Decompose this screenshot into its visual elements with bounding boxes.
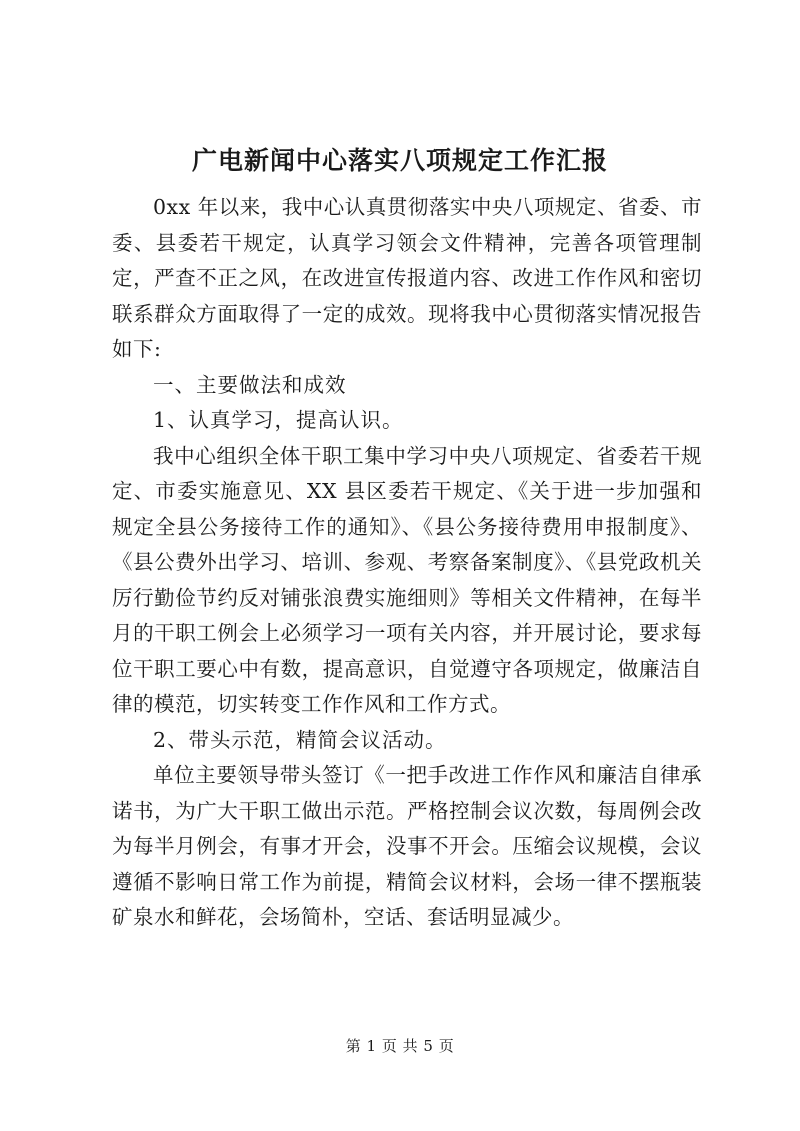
subsection-heading: 1、认真学习，提高认识。 <box>153 408 404 432</box>
document-body <box>112 190 702 936</box>
body-paragraph: 单位主要领导带头签订《一把手改进工作作风和廉洁自律承诺书，为广大干职工做出示范。严格控制会议次数，每周例会改为每半月例会，有事才开会，没事不开会。压缩会议规模，会议遵循不影响日常工作为前提，精简会议材料，会场一律不摆瓶装矿泉水和鲜花，会场简朴，空话、套话明显减少。 <box>112 763 702 929</box>
body-paragraph: 我中心组织全体干职工集中学习中央八项规定、省委若干规定、市委实施意见、XX 县区委若干规定、《关于进一步加强和规定全县公务接待工作的通知》、《县公务接待费用申报制度》、《县公费外出学习、培训、参观、考察备案制度》、《县党政机关厉行勤俭节约反对铺张浪费实施细则》等相关文件精神，在每半月的干职工例会上必须学习一项有关内容，并开展讨论，要求每位干职工要心中有数，提高意识，自觉遵守各项规定，做廉洁自律的模范，切实转变工作作风和工作方式。 <box>112 443 702 716</box>
subsection-heading: 2、带头示范，精简会议活动。 <box>153 727 447 752</box>
section-heading: 一、主要做法和成效 <box>153 372 347 397</box>
document-title: 广电新闻中心落实八项规定工作汇报 <box>191 146 608 175</box>
page-number-footer: 第 1 页 共 5 页 <box>345 1037 455 1055</box>
intro-paragraph: 0xx 年以来，我中心认真贯彻落实中央八项规定、省委、市委、县委若干规定，认真学习领会文件精神，完善各项管理制定，严查不正之风，在改进宣传报道内容、改进工作作风和密切联系群众方面取得了一定的成效。现将我中心贯彻落实情况报告如下: <box>112 195 702 361</box>
